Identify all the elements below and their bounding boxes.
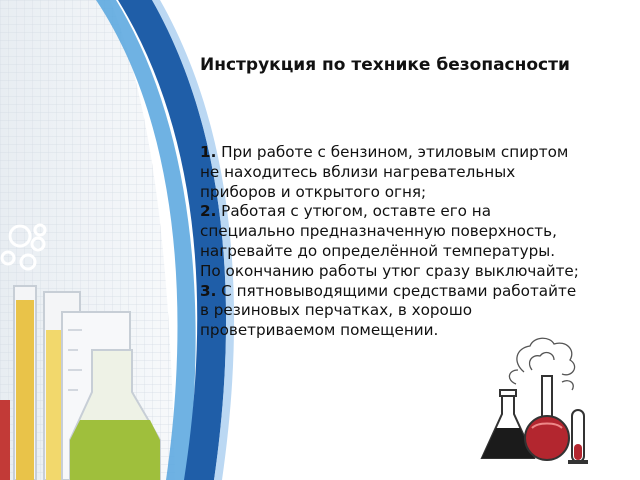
chemistry-flasks-illustration <box>472 332 612 472</box>
item-number: 2. <box>200 202 217 221</box>
instructions-text <box>200 143 585 341</box>
instruction-item-2 <box>200 202 585 261</box>
test-tube-icon <box>568 410 588 464</box>
item-number: 1. <box>200 143 217 161</box>
test-tube-yellow <box>14 286 36 480</box>
item-text: При работе с бензином, этиловым спиртом не находитесь вблизи нагревательных приборов и открытого огня; <box>200 143 569 201</box>
item-number: 3. <box>200 281 217 300</box>
slide-title: Инструкция по технике безопасности <box>200 55 570 75</box>
instruction-item-1 <box>200 143 585 202</box>
item-text: С пятновыводящими средствами работайте в резиновых перчатках, в хорошо проветриваемом помещении. <box>200 281 577 340</box>
instruction-item-2-extra: По окончанию работы утюг сразу выключайте; <box>200 261 579 280</box>
item-text: Работая с утюгом, оставте его на специально предназначенную поверхность, нагревайте до определённой температуры. <box>200 202 557 260</box>
